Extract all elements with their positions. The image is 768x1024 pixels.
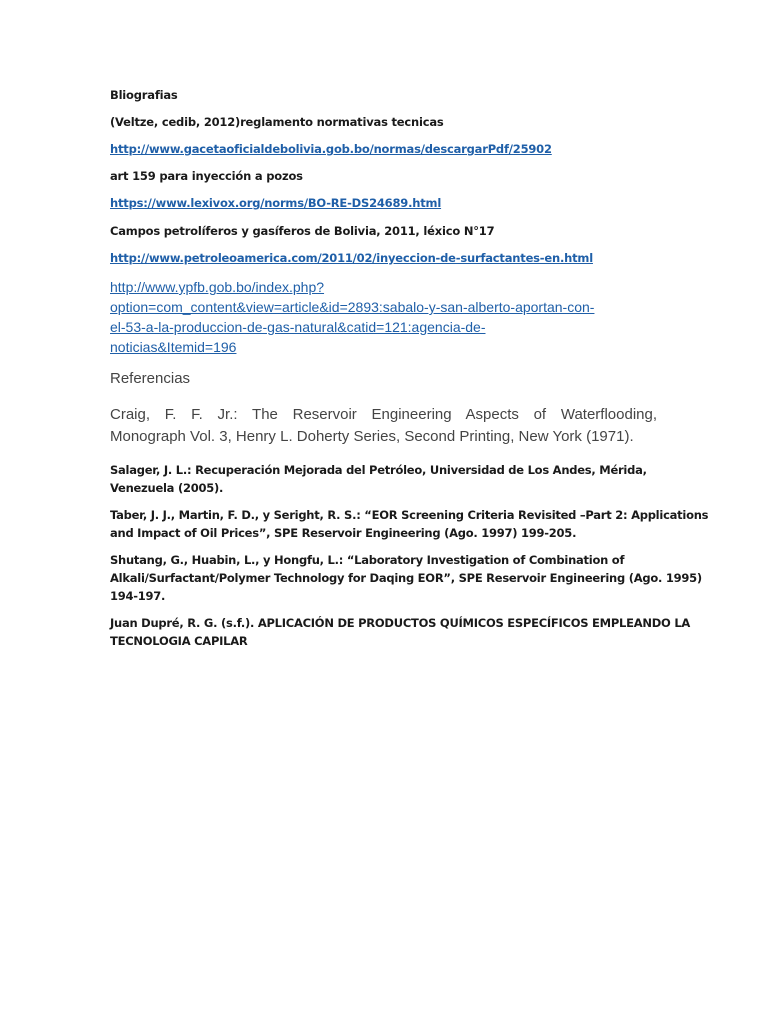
reference-entry-salager bbox=[110, 461, 670, 497]
link-gaceta-oficial[interactable]: http://www.gacetaoficialdebolivia.gob.bo/normas/descargarPdf/25902 bbox=[110, 142, 552, 156]
bibliografias-heading: Bliografias bbox=[110, 88, 178, 102]
link-ypfb[interactable] bbox=[110, 277, 660, 357]
reference-line: TECNOLOGIA CAPILAR bbox=[110, 634, 248, 648]
reference-entry-craig bbox=[110, 404, 657, 448]
reference-line: 194-197. bbox=[110, 589, 166, 603]
link-ypfb-line: el-53-a-la-produccion-de-gas-natural&catid=121:agencia-de- bbox=[110, 319, 486, 335]
reference-line: Taber, J. J., Martin, F. D., y Seright, R. S.: “EOR Screening Criteria Revisited –Part 2: Applications bbox=[110, 508, 709, 522]
referencias-heading: Referencias bbox=[110, 370, 191, 387]
reference-entry-dupre bbox=[110, 614, 691, 650]
reference-line: Juan Dupré, R. G. (s.f.). APLICACIÓN DE PRODUCTOS QUÍMICOS ESPECÍFICOS EMPLEANDO LA bbox=[110, 616, 691, 630]
link-ypfb-line: http://www.ypfb.gob.bo/index.php? bbox=[110, 279, 325, 295]
bibliography-entry-veltze: (Veltze, cedib, 2012)reglamento normativas tecnicas bbox=[110, 115, 444, 129]
reference-line: Craig, F. F. Jr.: The Reservoir Engineering Aspects of Waterflooding, bbox=[110, 406, 657, 423]
reference-line: Shutang, G., Huabin, L., y Hongfu, L.: “Laboratory Investigation of Combination of bbox=[110, 553, 625, 567]
reference-line: Salager, J. L.: Recuperación Mejorada del Petróleo, Universidad de Los Andes, Mérida, bbox=[110, 463, 647, 477]
reference-line: Venezuela (2005). bbox=[110, 481, 224, 495]
reference-line: Alkali/Surfactant/Polymer Technology for Daqing EOR”, SPE Reservoir Engineering (Ago. 1995) bbox=[110, 571, 702, 585]
reference-entry-shutang bbox=[110, 551, 702, 605]
link-lexivox[interactable]: https://www.lexivox.org/norms/BO-RE-DS24689.html bbox=[110, 196, 442, 210]
reference-line: Monograph Vol. 3, Henry L. Doherty Series, Second Printing, New York (1971). bbox=[110, 428, 634, 445]
link-ypfb-line: noticias&Itemid=196 bbox=[110, 339, 237, 355]
bibliography-entry-art-159: art 159 para inyección a pozos bbox=[110, 169, 303, 183]
link-petroleoamerica[interactable]: http://www.petroleoamerica.com/2011/02/inyeccion-de-surfactantes-en.html bbox=[110, 251, 593, 265]
reference-entry-taber bbox=[110, 506, 709, 542]
bibliography-entry-campos: Campos petrolíferos y gasíferos de Bolivia, 2011, léxico N°17 bbox=[110, 224, 495, 238]
link-ypfb-line: option=com_content&view=article&id=2893:sabalo-y-san-alberto-aportan-con- bbox=[110, 299, 595, 315]
reference-line: and Impact of Oil Prices”, SPE Reservoir Engineering (Ago. 1997) 199-205. bbox=[110, 526, 577, 540]
